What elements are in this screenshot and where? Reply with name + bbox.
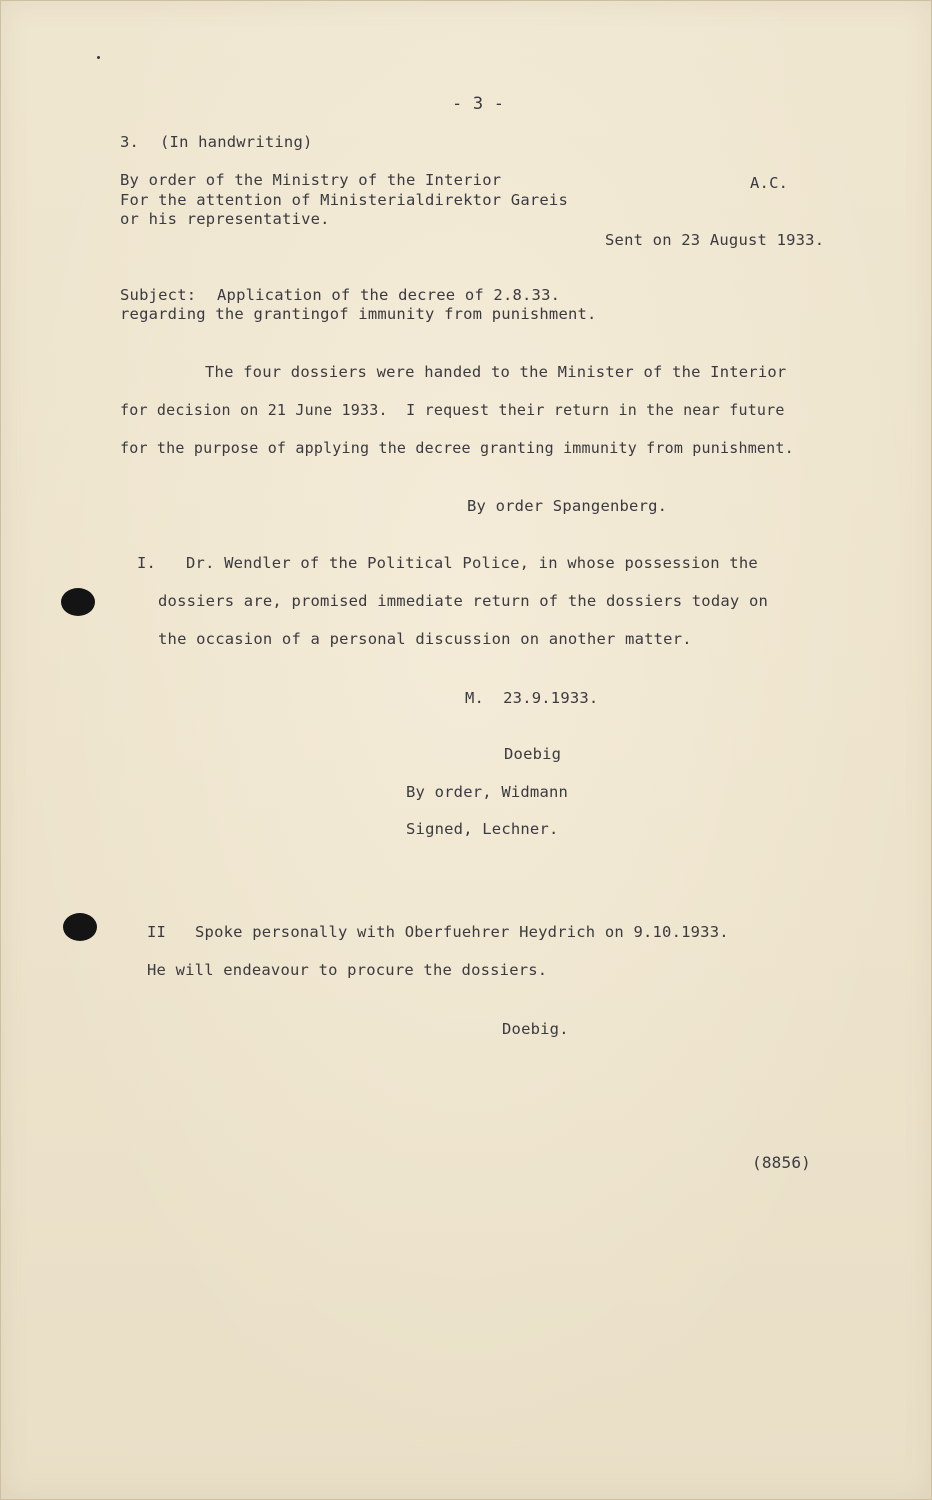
- initials-ac: A.C.: [750, 174, 789, 192]
- note-1-line-3: the occasion of a personal discussion on another matter.: [158, 630, 692, 648]
- subject-line-2: regarding the grantingof immunity from punishment.: [120, 305, 597, 323]
- ink-speck: [97, 56, 100, 59]
- subject-line-1: Application of the decree of 2.8.33.: [217, 286, 561, 304]
- address-line-1: By order of the Ministry of the Interior: [120, 171, 502, 189]
- document-code: (8856): [752, 1153, 811, 1172]
- note-1-marker: I.: [137, 554, 157, 572]
- section-number: 3.: [120, 133, 140, 151]
- body-line-1: The four dossiers were handed to the Minister of the Interior: [205, 363, 787, 381]
- note-1-line-1: Dr. Wendler of the Political Police, in whose possession the: [186, 554, 758, 572]
- page-number: - 3 -: [452, 94, 505, 114]
- sent-date: Sent on 23 August 1933.: [605, 231, 825, 249]
- note-2-line-2: He will endeavour to procure the dossiers.: [147, 961, 548, 979]
- body-line-3: for the purpose of applying the decree granting immunity from punishment.: [120, 439, 794, 457]
- address-line-3: or his representative.: [120, 210, 330, 228]
- body-line-2: for decision on 21 June 1933. I request their return in the near future: [120, 401, 785, 419]
- address-line-2: For the attention of Ministerialdirektor Gareis: [120, 191, 568, 209]
- punch-hole: [63, 913, 97, 941]
- subject-label: Subject:: [120, 286, 197, 304]
- initial-date: M. 23.9.1933.: [465, 689, 599, 707]
- note-2-line-1: Spoke personally with Oberfuehrer Heydrich on 9.10.1933.: [195, 923, 729, 941]
- signature-widmann: By order, Widmann: [406, 783, 569, 801]
- note-2-marker: II: [147, 923, 167, 941]
- signature-doebig-2: Doebig.: [502, 1020, 569, 1038]
- punch-hole: [61, 588, 95, 616]
- signoff-spangenberg: By order Spangenberg.: [467, 497, 668, 515]
- note-1-line-2: dossiers are, promised immediate return of the dossiers today on: [158, 592, 769, 610]
- signature-lechner: Signed, Lechner.: [406, 820, 559, 838]
- signature-doebig-1: Doebig: [504, 745, 562, 763]
- handwriting-note: (In handwriting): [160, 133, 313, 151]
